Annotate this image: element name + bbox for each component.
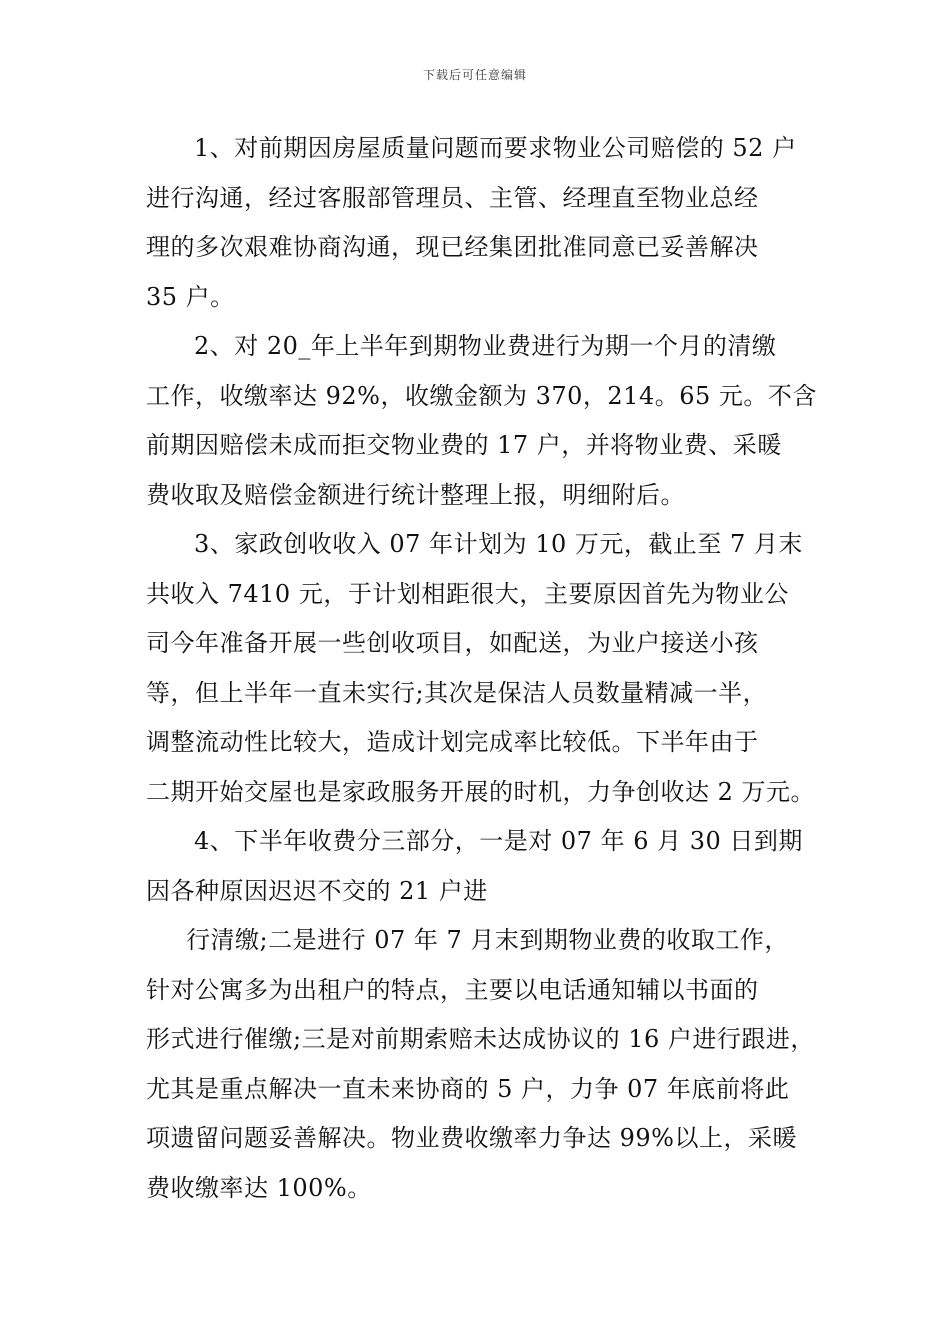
paragraph-5-line-4: 尤其是重点解决一直未来协商的 5 户，力争 07 年底前将此	[146, 1074, 790, 1103]
paragraph-1-line-2: 进行沟通，经过客服部管理员、主管、经理直至物业总经	[146, 183, 759, 212]
paragraph-2-line-3: 前期因赔偿未成而拒交物业费的 17 户，并将物业费、采暖	[146, 431, 782, 459]
paragraph-3-line-1: 3、家政创收收入 07 年计划为 10 万元，截止至 7 月末	[194, 530, 803, 558]
paragraph-4-line-2: 因各种原因迟迟不交的 21 户进	[146, 876, 488, 905]
paragraph-3-line-5: 调整流动性比较大，造成计划完成率比较低。下半年由于	[146, 728, 759, 756]
paragraph-4-line-1: 4、下半年收费分三部分，一是对 07 年 6 月 30 日到期	[194, 827, 803, 855]
paragraph-3-line-2: 共收入 7410 元，于计划相距很大，主要原因首先为物业公	[146, 579, 789, 608]
paragraph-1-line-1: 1、对前期因房屋质量问题而要求物业公司赔偿的 52 户	[194, 134, 797, 162]
paragraph-5-line-1: 行清缴;二是进行 07 年 7 月末到期物业费的收取工作，	[186, 926, 789, 954]
paragraph-5-line-5: 项遗留问题妥善解决。物业费收缴率力争达 99%以上，采暖	[146, 1124, 797, 1152]
paragraph-2-line-1: 2、对 20_年上半年到期物业费进行为期一个月的清缴	[194, 332, 777, 360]
paragraph-3-line-6: 二期开始交屋也是家政服务开展的时机，力争创收达 2 万元。	[146, 777, 816, 806]
paragraph-5-line-3: 形式进行催缴;三是对前期索赔未达成协议的 16 户进行跟进，	[146, 1025, 815, 1053]
document-body	[146, 124, 818, 1213]
paragraph-1-line-4: 35 户。	[146, 282, 235, 311]
paragraph-2-line-2: 工作，收缴率达 92%，收缴金额为 370，214。65 元。不含	[146, 381, 817, 410]
paragraph-5-line-2: 针对公寓多为出租户的特点，主要以电话通知辅以书面的	[146, 975, 759, 1004]
paragraph-2-line-4: 费收取及赔偿金额进行统计整理上报，明细附后。	[146, 480, 685, 509]
paragraph-3-line-4: 等，但上半年一直未实行;其次是保洁人员数量精减一半，	[146, 678, 768, 707]
paragraph-3-line-3: 司今年准备开展一些创收项目，如配送，为业户接送小孩	[146, 629, 759, 657]
paragraph-5-line-6: 费收缴率达 100%。	[146, 1173, 372, 1202]
paragraph-1-line-3: 理的多次艰难协商沟通，现已经集团批准同意已妥善解决	[146, 233, 759, 261]
header-note: 下载后可任意编辑	[422, 68, 527, 82]
